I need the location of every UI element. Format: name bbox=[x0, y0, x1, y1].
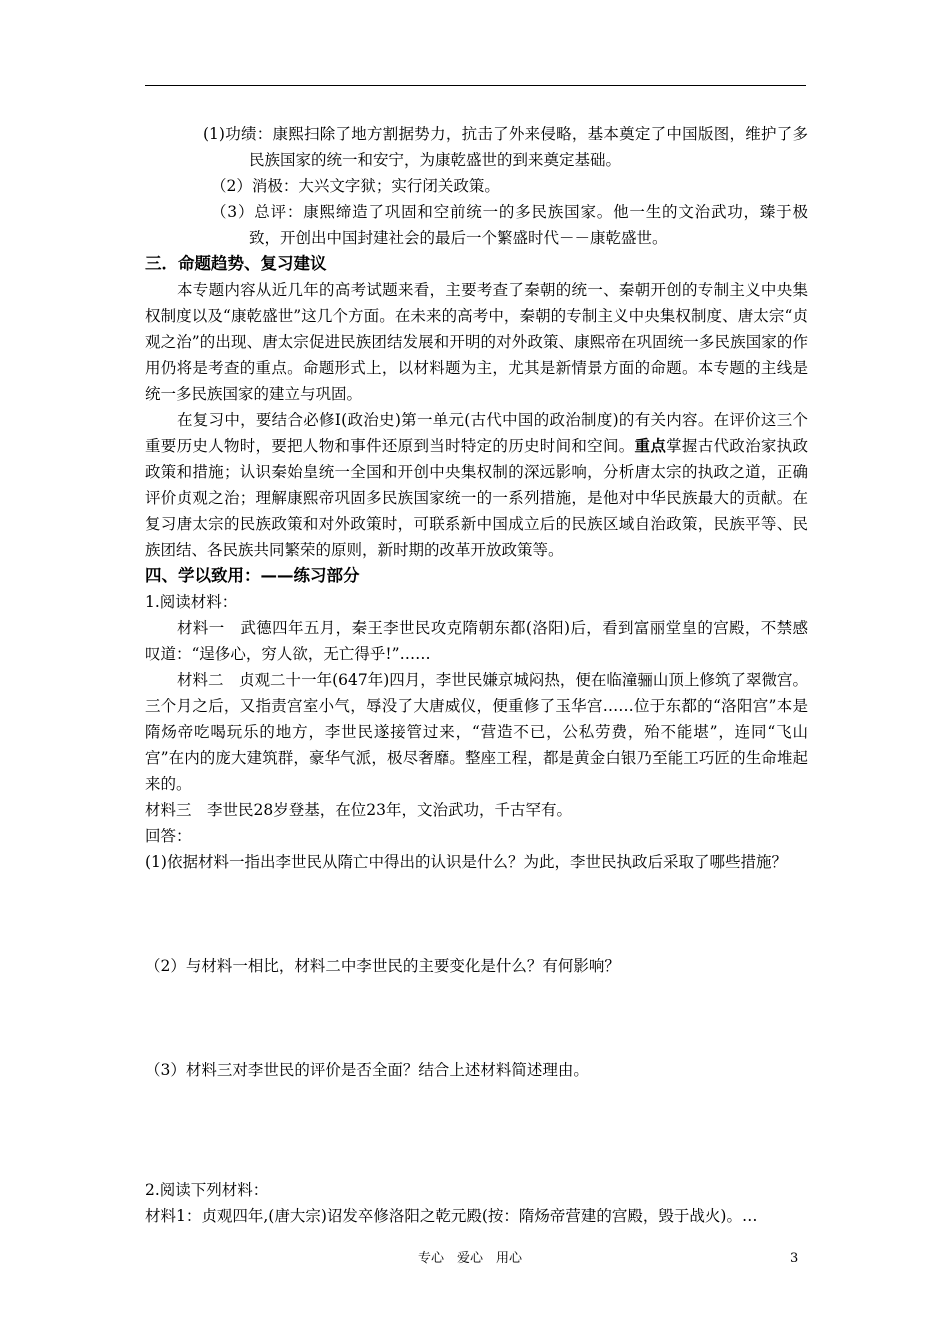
kangxi-merit-item: (1)功绩：康熙扫除了地方割据势力，抗击了外来侵略，基本奠定了中国版图，维护了多民族国家的统一和安宁，为康乾盛世的到来奠定基础。 bbox=[203, 125, 808, 169]
answer-space bbox=[145, 875, 808, 953]
trends-paragraph: 本专题内容从近几年的高考试题来看，主要考查了秦朝的统一、秦朝开创的专制主义中央集权制度以及“康乾盛世”这几个方面。在未来的高考中，秦朝的专制主义中央集权制度、唐太宗“贞观之治”的出现、唐太宗促进民族团结发展和开明的对外政策、康熙帝在巩固统一多民族国家的作用仍将是考查的重点。命题形式上，以材料题为主，尤其是新情景方面的命题。本专题的主线是统一多民族国家的建立与巩固。 bbox=[145, 281, 808, 403]
question-1-answer-label: 回答： bbox=[145, 827, 192, 845]
review-paragraph bbox=[145, 407, 808, 563]
section-heading-practice: 四、学以致用：——练习部分 bbox=[145, 566, 360, 585]
footer-motto: 专心 爱心 用心 bbox=[418, 1251, 523, 1266]
page-number: 3 bbox=[790, 1251, 799, 1266]
question-1-sub-2: （2）与材料一相比，材料二中李世民的主要变化是什么？有何影响？ bbox=[145, 957, 620, 975]
header-rule bbox=[145, 85, 806, 86]
question-1-sub-3: （3）材料三对李世民的评价是否全面？结合上述材料简述理由。 bbox=[145, 1061, 589, 1079]
section-heading-trends: 三．命题趋势、复习建议 bbox=[145, 254, 327, 273]
kangxi-summary-item: （3）总评：康熙缔造了巩固和空前统一的多民族国家。他一生的文治武功，臻于极致，开创出中国封建社会的最后一个繁盛时代－－康乾盛世。 bbox=[211, 203, 808, 247]
question-1-material-3: 材料三 李世民28岁登基，在位23年，文治武功，千古罕有。 bbox=[145, 801, 572, 819]
review-text-b: 掌握古代政治家执政政策和措施；认识秦始皇统一全国和开创中央集权制的深远影响，分析唐太宗的执政之道，正确评价贞观之治；理解康熙帝巩固多民族国家统一的一系列措施，是他对中华民族最大的贡献。在复习唐太宗的民族政策和对外政策时，可联系新中国成立后的民族区域自治政策，民族平等、民族团结、各民族共同繁荣的原则，新时期的改革开放政策等。 bbox=[145, 437, 808, 559]
answer-space bbox=[145, 1083, 808, 1177]
kangxi-negative-item: （2）消极：大兴文字狱；实行闭关政策。 bbox=[211, 177, 500, 195]
question-2-label: 2.阅读下列材料： bbox=[145, 1181, 269, 1199]
question-1-sub-1: (1)依据材料一指出李世民从隋亡中得出的认识是什么？为此，李世民执政后采取了哪些措施？ bbox=[145, 853, 787, 871]
review-text-a: 在复习中，要结合必修Ⅰ(政治史)第一单元(古代中国的政治制度)的有关内容。在评价这三个重要历史人物时，要把人物和事件还原到当时特定的历史时间和空间。 bbox=[145, 411, 808, 455]
question-1-label: 1.阅读材料： bbox=[145, 593, 238, 611]
review-key-point: 重点 bbox=[634, 436, 667, 455]
question-2-material-1: 材料1：贞观四年,(唐大宗)诏发卒修洛阳之乾元殿(按：隋炀帝营建的宫殿，毁于战火)。… bbox=[145, 1207, 758, 1225]
question-1-material-2: 材料二 贞观二十一年(647年)四月，李世民嫌京城闷热，便在临潼骊山顶上修筑了翠微宫。三个月之后，又指责宫室小气，辱没了大唐威仪，便重修了玉华宫……位于东都的“洛阳宫”本是隋炀帝吃喝玩乐的地方，李世民遂接管过来，“营造不已，公私劳费，殆不能堪”，连同“飞山宫”在内的庞大建筑群，豪华气派，极尽奢靡。整座工程，都是黄金白银乃至能工巧匠的生命堆起来的。 bbox=[145, 671, 808, 793]
answer-space bbox=[145, 979, 808, 1057]
question-1-material-1: 材料一 武德四年五月，秦王李世民攻克隋朝东都(洛阳)后，看到富丽堂皇的宫殿，不禁感叹道：“逞侈心，穷人欲，无亡得乎!”…… bbox=[145, 619, 808, 663]
page-content bbox=[145, 121, 808, 1229]
